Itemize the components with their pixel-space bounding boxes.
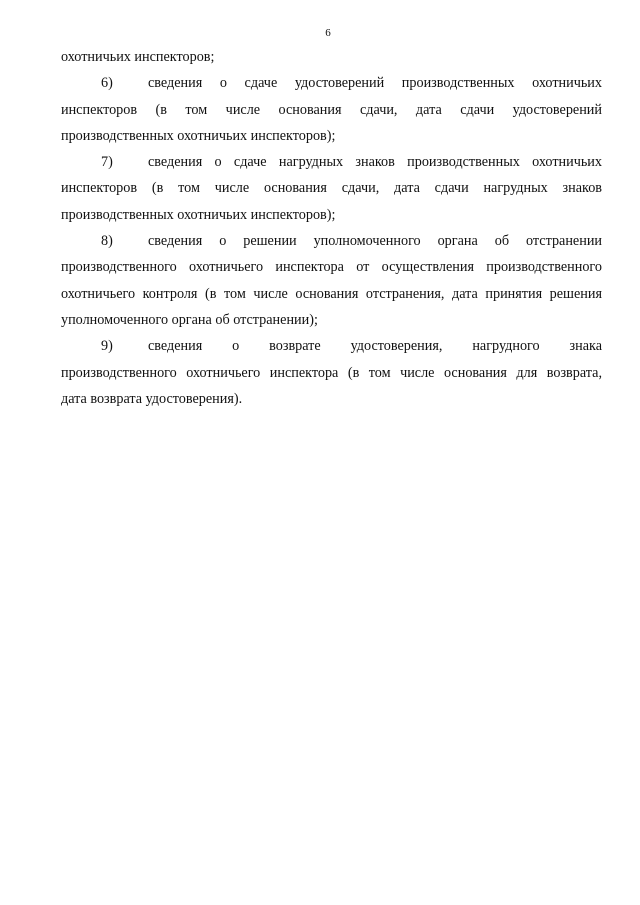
page-number: 6 — [325, 27, 331, 39]
list-item-6-line: инспекторов (в том числе основания сдачи, дата сдачи удостоверений — [61, 101, 602, 118]
paragraph-line: сведения о решении уполномоченного органа об отстранении — [148, 233, 602, 250]
paragraph-line: сведения о сдаче нагрудных знаков производственных охотничьих — [148, 154, 602, 171]
list-item-9-line: производственного охотничьего инспектора (в том числе основания для возврата, — [61, 364, 602, 381]
list-item-8-line: охотничьего контроля (в том числе основания отстранения, дата принятия решения — [61, 285, 602, 302]
paragraph-line: сведения о возврате удостоверения, нагрудного знака — [148, 338, 602, 355]
list-item-number: 6) — [101, 75, 113, 92]
list-item-9-line: дата возврата удостоверения). — [61, 390, 243, 407]
paragraph-continuation — [61, 44, 602, 70]
list-item-number: 9) — [101, 338, 113, 355]
list-item-7-line: инспекторов (в том числе основания сдачи, дата сдачи нагрудных знаков — [61, 180, 602, 197]
list-item-8-line: производственного охотничьего инспектора от осуществления производственного — [61, 259, 602, 276]
list-item-7-line: производственных охотничьих инспекторов); — [61, 206, 336, 223]
list-item-8-first-line — [61, 228, 602, 254]
list-item-7-first-line — [61, 149, 602, 175]
document-body — [61, 44, 602, 412]
list-item-6-line: производственных охотничьих инспекторов); — [61, 127, 336, 144]
list-item-6-first-line — [61, 70, 602, 96]
paragraph-line: сведения о сдаче удостоверений производственных охотничьих — [148, 75, 602, 92]
list-item-number: 8) — [101, 233, 113, 250]
paragraph-line: охотничьих инспекторов; — [61, 49, 215, 65]
list-item-9-first-line — [61, 333, 602, 359]
list-item-8-line: уполномоченного органа об отстранении); — [61, 311, 318, 328]
list-item-number: 7) — [101, 154, 113, 171]
